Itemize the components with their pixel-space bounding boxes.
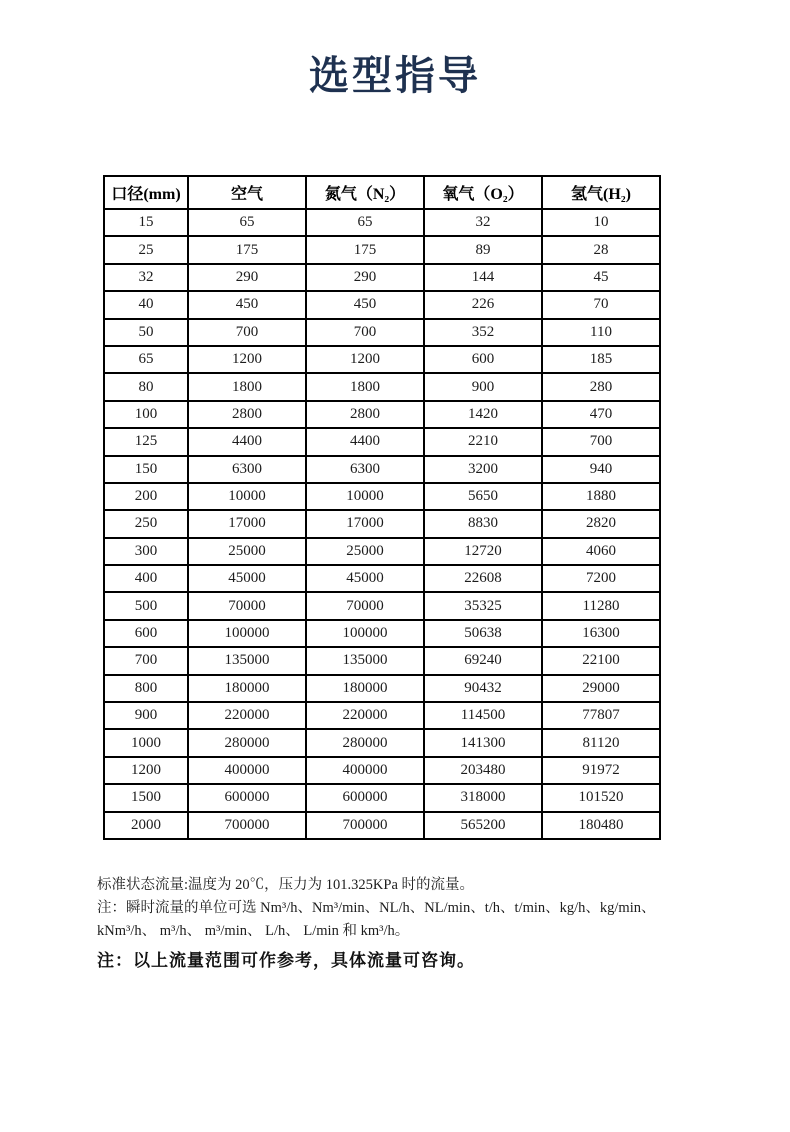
table-cell: 5650 (424, 483, 542, 510)
table-row (104, 319, 660, 346)
table-row (104, 565, 660, 592)
table-row (104, 647, 660, 674)
table-cell: 400 (104, 565, 188, 592)
table-cell: 175 (306, 236, 424, 263)
table-cell: 77807 (542, 702, 660, 729)
table-cell: 800 (104, 675, 188, 702)
table-cell: 110 (542, 319, 660, 346)
table-cell: 89 (424, 236, 542, 263)
column-header: 氮气（N₂） (306, 176, 424, 209)
table-cell: 6300 (188, 456, 306, 483)
table-cell: 2210 (424, 428, 542, 455)
table-cell: 1200 (104, 757, 188, 784)
table-cell: 352 (424, 319, 542, 346)
table-cell: 600 (104, 620, 188, 647)
table-cell: 69240 (424, 647, 542, 674)
table-row (104, 510, 660, 537)
table-row (104, 812, 660, 839)
table-cell: 50638 (424, 620, 542, 647)
table-row (104, 373, 660, 400)
table-cell: 280 (542, 373, 660, 400)
table-cell: 900 (424, 373, 542, 400)
column-header: 氢气(H₂) (542, 176, 660, 209)
table-row (104, 757, 660, 784)
table-cell: 65 (188, 209, 306, 236)
table-cell: 220000 (306, 702, 424, 729)
table-cell: 65 (306, 209, 424, 236)
table-cell: 1800 (188, 373, 306, 400)
table-cell: 2000 (104, 812, 188, 839)
table-cell: 700 (188, 319, 306, 346)
table-cell: 600 (424, 346, 542, 373)
table-cell: 22608 (424, 565, 542, 592)
table-cell: 80 (104, 373, 188, 400)
table-cell: 700 (306, 319, 424, 346)
table-cell: 6300 (306, 456, 424, 483)
table-cell: 35325 (424, 592, 542, 619)
table-cell: 81120 (542, 729, 660, 756)
flow-table-container (103, 175, 661, 840)
table-cell: 203480 (424, 757, 542, 784)
table-cell: 250 (104, 510, 188, 537)
table-row (104, 729, 660, 756)
table-cell: 10000 (306, 483, 424, 510)
table-cell: 40 (104, 291, 188, 318)
table-cell: 290 (306, 264, 424, 291)
table-cell: 1000 (104, 729, 188, 756)
table-cell: 1880 (542, 483, 660, 510)
table-row (104, 592, 660, 619)
table-row (104, 428, 660, 455)
table-row (104, 264, 660, 291)
table-row (104, 483, 660, 510)
table-cell: 180000 (306, 675, 424, 702)
table-cell: 141300 (424, 729, 542, 756)
table-cell: 700000 (188, 812, 306, 839)
table-cell: 17000 (188, 510, 306, 537)
table-cell: 11280 (542, 592, 660, 619)
table-cell: 226 (424, 291, 542, 318)
table-cell: 32 (104, 264, 188, 291)
table-cell: 15 (104, 209, 188, 236)
table-cell: 280000 (188, 729, 306, 756)
table-cell: 17000 (306, 510, 424, 537)
table-cell: 65 (104, 346, 188, 373)
table-cell: 290 (188, 264, 306, 291)
table-cell: 2820 (542, 510, 660, 537)
table-cell: 200 (104, 483, 188, 510)
table-cell: 150 (104, 456, 188, 483)
footnotes (97, 874, 717, 972)
table-cell: 400000 (306, 757, 424, 784)
table-cell: 300 (104, 538, 188, 565)
page-title: 选型指导 (309, 54, 481, 98)
table-cell: 175 (188, 236, 306, 263)
table-cell: 91972 (542, 757, 660, 784)
table-cell: 500 (104, 592, 188, 619)
table-cell: 3200 (424, 456, 542, 483)
table-cell: 25000 (188, 538, 306, 565)
table-cell: 180480 (542, 812, 660, 839)
note-units-line-1: 注：瞬时流量的单位可选 Nm³/h、Nm³/min、NL/h、NL/min、t/h、t/min、kg/h、kg/min、 (97, 900, 656, 916)
table-cell: 700 (104, 647, 188, 674)
table-cell: 28 (542, 236, 660, 263)
table-cell: 125 (104, 428, 188, 455)
table-cell: 135000 (306, 647, 424, 674)
table-cell: 10000 (188, 483, 306, 510)
table-cell: 700000 (306, 812, 424, 839)
table-cell: 565200 (424, 812, 542, 839)
table-cell: 180000 (188, 675, 306, 702)
table-cell: 1200 (306, 346, 424, 373)
note-reference-disclaimer: 注：以上流量范围可作参考，具体流量可咨询。 (97, 951, 475, 970)
table-cell: 101520 (542, 784, 660, 811)
table-cell: 90432 (424, 675, 542, 702)
table-cell: 450 (306, 291, 424, 318)
selection-table (103, 175, 661, 840)
table-cell: 25 (104, 236, 188, 263)
table-cell: 114500 (424, 702, 542, 729)
table-cell: 45 (542, 264, 660, 291)
table-cell: 100 (104, 401, 188, 428)
table-row (104, 401, 660, 428)
table-cell: 220000 (188, 702, 306, 729)
column-header: 空气 (188, 176, 306, 209)
table-cell: 280000 (306, 729, 424, 756)
table-cell: 940 (542, 456, 660, 483)
note-standard-condition: 标准状态流量:温度为 20℃，压力为 101.325KPa 时的流量。 (97, 877, 474, 893)
table-cell: 32 (424, 209, 542, 236)
table-cell: 318000 (424, 784, 542, 811)
table-cell: 50 (104, 319, 188, 346)
table-cell: 600000 (306, 784, 424, 811)
table-cell: 10 (542, 209, 660, 236)
table-header-row (104, 176, 660, 209)
table-cell: 2800 (306, 401, 424, 428)
table-cell: 185 (542, 346, 660, 373)
table-cell: 7200 (542, 565, 660, 592)
column-header: 氧气（O₂） (424, 176, 542, 209)
table-body (104, 209, 660, 839)
table-cell: 1200 (188, 346, 306, 373)
table-cell: 400000 (188, 757, 306, 784)
table-cell: 100000 (188, 620, 306, 647)
table-cell: 470 (542, 401, 660, 428)
table-cell: 450 (188, 291, 306, 318)
table-cell: 12720 (424, 538, 542, 565)
table-cell: 1500 (104, 784, 188, 811)
table-cell: 1800 (306, 373, 424, 400)
table-cell: 29000 (542, 675, 660, 702)
table-cell: 1420 (424, 401, 542, 428)
column-header: 口径(mm) (104, 176, 188, 209)
table-cell: 70000 (306, 592, 424, 619)
table-cell: 2800 (188, 401, 306, 428)
table-cell: 4400 (188, 428, 306, 455)
table-cell: 16300 (542, 620, 660, 647)
table-cell: 144 (424, 264, 542, 291)
table-row (104, 538, 660, 565)
table-cell: 25000 (306, 538, 424, 565)
table-cell: 900 (104, 702, 188, 729)
table-row (104, 675, 660, 702)
table-cell: 4060 (542, 538, 660, 565)
table-cell: 100000 (306, 620, 424, 647)
table-row (104, 456, 660, 483)
table-row (104, 236, 660, 263)
table-cell: 22100 (542, 647, 660, 674)
note-units-line-2: kNm³/h、 m³/h、 m³/min、 L/h、 L/min 和 km³/h。 (97, 923, 410, 939)
table-cell: 70000 (188, 592, 306, 619)
table-cell: 600000 (188, 784, 306, 811)
table-cell: 45000 (188, 565, 306, 592)
table-row (104, 346, 660, 373)
table-row (104, 291, 660, 318)
table-cell: 8830 (424, 510, 542, 537)
table-row (104, 702, 660, 729)
table-row (104, 209, 660, 236)
table-cell: 45000 (306, 565, 424, 592)
table-row (104, 784, 660, 811)
table-cell: 70 (542, 291, 660, 318)
table-row (104, 620, 660, 647)
table-cell: 4400 (306, 428, 424, 455)
table-cell: 700 (542, 428, 660, 455)
table-cell: 135000 (188, 647, 306, 674)
